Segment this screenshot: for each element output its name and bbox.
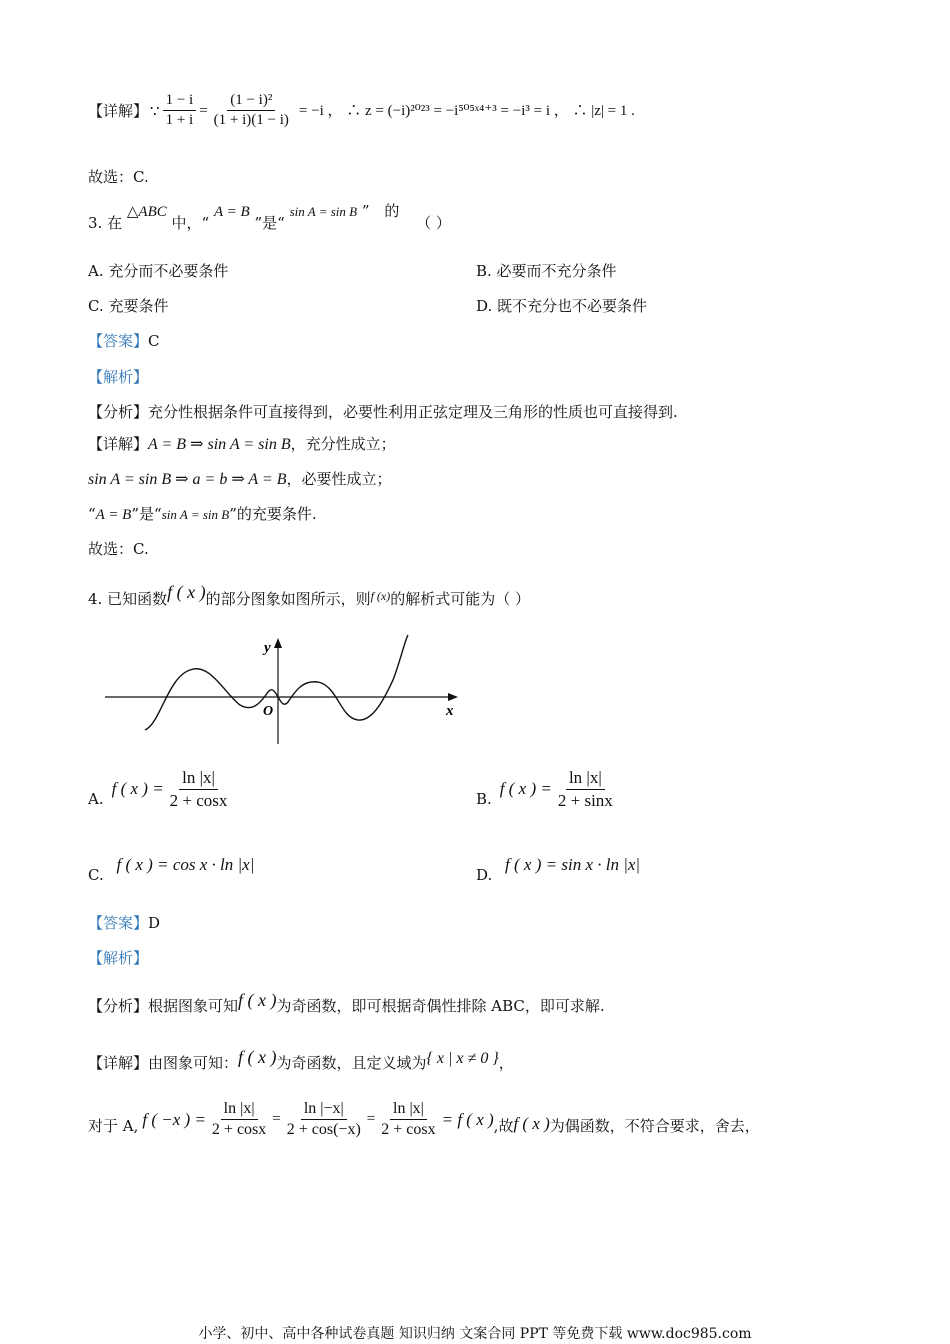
- because-symbol: ∵: [150, 101, 160, 120]
- q4-option-d-expr: f ( x ) = sin x · ln |x|: [505, 855, 641, 874]
- q3-explain-label: 【解析】: [88, 368, 149, 386]
- q4-option-b: [476, 768, 619, 810]
- q3-detail-3-sin: sin A = sin B: [161, 507, 230, 522]
- q3-detail-3-mid: ”是“: [131, 505, 162, 523]
- q4-last-fraction-2-den: 2 + cos(−x): [286, 1121, 361, 1139]
- q4-fx-small: f (x): [370, 589, 391, 603]
- q3-number: 3. 在: [88, 214, 123, 232]
- q4-last-fraction-3-den: 2 + cosx: [381, 1121, 436, 1139]
- q4-option-b-label: B.: [476, 790, 492, 809]
- equals: =: [199, 102, 208, 119]
- q3-detail-3-quote: “: [88, 505, 96, 523]
- q4-option-a-numerator: ln |x|: [179, 768, 218, 790]
- fraction-2-numerator: (1 − i)²: [227, 92, 275, 111]
- q3-triangle: △ABC: [126, 204, 167, 220]
- q4-option-a-denominator: 2 + cosx: [169, 790, 228, 810]
- q3-detail-1-math: A = B ⇒ sin A = sin B: [148, 436, 291, 453]
- q4-option-d-label: D.: [476, 866, 493, 884]
- q4-prefix: 4. 已知函数: [88, 590, 168, 608]
- detail-label: 【详解】: [88, 101, 149, 120]
- function-graph: [100, 632, 470, 752]
- q4-detail-fx: f ( x ): [238, 1047, 277, 1067]
- q4-last-fx: f ( x ): [513, 1113, 550, 1133]
- q4-option-c-label: C.: [88, 866, 104, 884]
- detail-label-2: 【详解】: [88, 435, 149, 453]
- q4-last-lhs: f ( −x ) =: [142, 1109, 206, 1129]
- curve: [145, 635, 408, 730]
- q4-detail-set: { x | x ≠ 0 }: [426, 1050, 499, 1067]
- q4-analysis-fx: f ( x ): [238, 990, 277, 1010]
- q4-option-a-fraction: [167, 768, 231, 810]
- q4-option-a: [88, 768, 233, 810]
- q4-option-b-lhs: f ( x ) =: [499, 779, 552, 799]
- q4-last-mid: ,故: [493, 1117, 514, 1136]
- origin-label: O: [263, 704, 274, 719]
- q3-option-c: C. 充要条件: [88, 297, 169, 315]
- detail-line-1: [88, 92, 635, 130]
- q4-last-fraction-1: [209, 1100, 269, 1140]
- q3-analysis: [88, 403, 678, 421]
- q4-last-fraction-2: [284, 1100, 364, 1140]
- q3-detail-2: [88, 470, 392, 489]
- q3-analysis-text: 充分性根据条件可直接得到，必要性利用正弦定理及三角形的性质也可直接得到.: [148, 403, 678, 421]
- q4-last-eq1: =: [272, 1111, 281, 1128]
- q4-option-a-lhs: f ( x ) =: [111, 779, 164, 799]
- q4-end: 的解析式可能为（ ）: [390, 590, 531, 608]
- q4-option-c: [88, 855, 255, 884]
- question-3: [88, 202, 451, 232]
- q4-last-end: 为偶函数，不符合要求，舍去，: [549, 1117, 760, 1136]
- q4-option-b-denominator: 2 + sinx: [557, 790, 613, 810]
- q4-detail-mid: 为奇函数，且定义域为: [276, 1054, 427, 1072]
- fraction-2: [211, 92, 292, 130]
- q4-option-a-label: A.: [88, 790, 104, 809]
- q3-answer: [88, 332, 160, 350]
- x-axis-label: x: [446, 703, 454, 719]
- q4-detail-pre: 由图象可知：: [148, 1054, 239, 1072]
- q3-option-d: D. 既不充分也不必要条件: [476, 297, 648, 315]
- q3-mid1: 中，“: [171, 214, 210, 232]
- fraction-1-denominator: 1 + i: [165, 112, 194, 129]
- q4-option-b-fraction: [555, 768, 616, 810]
- q3-sin-eq: sin A = sin B: [289, 204, 358, 219]
- q3-paren: （ ）: [416, 214, 451, 232]
- x-axis-arrow: [448, 693, 458, 701]
- q4-detail-end: ，: [498, 1054, 514, 1072]
- q3-detail-1-text: ，充分性成立；: [290, 435, 396, 453]
- question-4: [88, 582, 531, 610]
- q3-de: 的: [384, 202, 400, 220]
- q4-last-fraction-1-den: 2 + cosx: [211, 1121, 267, 1139]
- q4-last-fraction-2-num: ln |−x|: [301, 1100, 347, 1120]
- q4-last-fraction-3-num: ln |x|: [390, 1100, 427, 1120]
- q4-detail-2: [88, 1100, 760, 1140]
- q4-last-eq2: =: [366, 1111, 376, 1128]
- line-choose-c-1: 故选：C.: [88, 168, 149, 186]
- q4-last-pre: 对于 A,: [88, 1117, 139, 1136]
- q4-last-fraction-3: [378, 1100, 438, 1140]
- q4-analysis-label: 【分析】: [88, 997, 149, 1015]
- q4-fx: f ( x ): [167, 582, 206, 602]
- analysis-label: 【分析】: [88, 403, 149, 421]
- q4-answer-value: D: [148, 914, 161, 932]
- answer-label: 【答案】: [88, 332, 149, 350]
- page-footer: 小学、初中、高中各种试卷真题 知识归纳 文案合同 PPT 等免费下载 www.doc985.com: [198, 1326, 752, 1342]
- q3-detail-3-ab: A = B: [95, 507, 132, 523]
- q4-analysis: [88, 990, 605, 1017]
- q4-analysis-pre: 根据图象可知: [148, 997, 239, 1015]
- q4-option-d: [476, 855, 641, 884]
- q4-option-b-numerator: ln |x|: [566, 768, 605, 790]
- q3-mid3: ”: [361, 202, 370, 220]
- q3-detail-2-text: ，必要性成立；: [286, 470, 392, 488]
- fraction-2-denominator: (1 + i)(1 − i): [213, 112, 289, 129]
- q4-answer: [88, 914, 160, 932]
- q3-choose: 故选：C.: [88, 540, 149, 558]
- q3-answer-value: C: [148, 332, 160, 350]
- q3-detail-2-math: sin A = sin B ⇒ a = b ⇒ A = B: [88, 471, 287, 488]
- q4-answer-label: 【答案】: [88, 914, 149, 932]
- q4-last-rhs: = f ( x ): [441, 1109, 494, 1129]
- q3-option-b: B. 必要而不充分条件: [476, 262, 617, 280]
- y-axis-arrow: [274, 638, 282, 648]
- q3-mid2: ”是“: [254, 214, 285, 232]
- q4-mid: 的部分图象如图所示，则: [205, 590, 371, 608]
- q4-detail-label: 【详解】: [88, 1054, 149, 1072]
- q3-detail-3-end: ”的充要条件.: [229, 505, 317, 523]
- q3-detail-1: [88, 435, 396, 454]
- q4-option-c-expr: f ( x ) = cos x · ln |x|: [116, 855, 255, 874]
- q3-option-a: A. 充分而不必要条件: [88, 262, 229, 280]
- q3-a-eq-b: A = B: [213, 204, 250, 220]
- y-axis-label: y: [264, 640, 271, 656]
- q3-detail-3: [88, 505, 317, 524]
- q4-detail-1: [88, 1047, 514, 1074]
- detail-line-1-rest: = −i ， ∴ z = (−i)²⁰²³ = −i⁵⁰⁵ˣ⁴⁺³ = −i³ = i ， ∴ |z| = 1 .: [298, 102, 635, 119]
- q4-analysis-post: 为奇函数，即可根据奇偶性排除 ABC，即可求解.: [276, 997, 605, 1015]
- q4-last-fraction-1-num: ln |x|: [221, 1100, 258, 1120]
- fraction-1: [163, 92, 197, 130]
- fraction-1-numerator: 1 − i: [163, 92, 197, 111]
- q4-explain-label: 【解析】: [88, 949, 149, 967]
